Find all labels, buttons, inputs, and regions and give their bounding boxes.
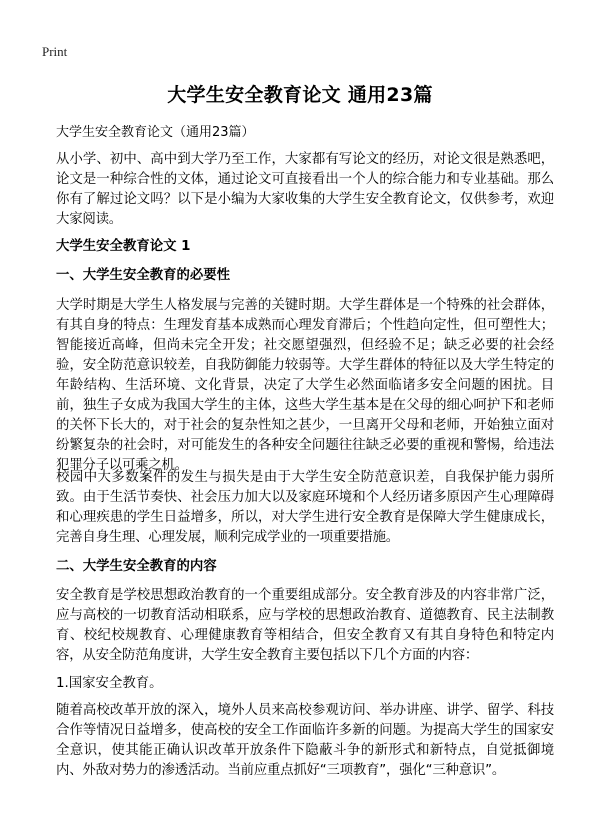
- essay-title: 大学生安全教育论文 1: [56, 239, 191, 254]
- item-national-security-label: 1.国家安全教育。: [56, 676, 163, 691]
- intro-paragraph: 从小学、初中、高中到大学乃至工作，大家都有写论文的经历，对论文很是熟悉吧，论文是一种综合性的文体，通过论文可直接看出一个人的综合能力和专业基础。那么你有了解过论文吗？以下是小编为大家收集的大学生安全教育论文，仅供参考，欢迎大家阅读。: [56, 152, 554, 227]
- section-heading-content: 二、大学生安全教育的内容: [56, 559, 217, 574]
- necessity-paragraph-1: 大学时期是大学生人格发展与完善的关键时期。大学生群体是一个特殊的社会群体，有其自身的特点：生理发育基本成熟而心理发育滞后；个性趋向定性，但可塑性大；智能接近高峰，但尚未完全开发；社交愿望强烈，但经验不足；缺乏必要的社会经验，安全防范意识较差，自我防御能力较弱等。大学生群体的特征以及大学生特定的年龄结构、生活环境、文化背景，决定了大学生必然面临诸多安全问题的困扰。目前，独生子女成为我国大学生的主体，这些大学生基本是在父母的细心呵护下和老师的关怀下长大的，对于社会的复杂性知之甚少，一旦离开父母和老师，开始独立面对纷繁复杂的社会时，对可能发生的各种安全问题往往缺乏必要的重视和警惕，给违法犯罪分子以可乘之机。: [56, 298, 554, 473]
- national-security-paragraph: 随着高校改革开放的深入，境外人员来高校参观访问、举办讲座、讲学、留学、科技合作等情况日益增多，使高校的安全工作面临许多新的问题。为提高大学生的国家安全意识，使其能正确认识改革开放条件下隐蔽斗争的新形式和新特点，自觉抵御境内、外敌对势力的渗透活动。当前应重点抓好“三项教育”，强化“三种意识”。: [56, 703, 554, 778]
- page-title: 大学生安全教育论文 通用23篇: [167, 84, 433, 106]
- print-link[interactable]: Print: [42, 44, 68, 59]
- content-paragraph: 安全教育是学校思想政治教育的一个重要组成部分。安全教育涉及的内容非常广泛，应与高校的一切教育活动相联系，应与学校的思想政治教育、道德教育、民主法制教育、校纪校规教育、心理健康教育等相结合，但安全教育又有其自身特色和特定内容，从安全防范角度讲，大学生安全教育主要包括以下几个方面的内容：: [56, 588, 554, 663]
- necessity-paragraph-2: 校园中大多数案件的发生与损失是由于大学生安全防范意识差，自我保护能力弱所致。由于生活节奏快、社会压力加大以及家庭环境和个人经历诸多原因产生心理障碍和心理疾患的学生日益增多，所以，对大学生进行安全教育是保障大学生健康成长，完善自身生理、心理发展，顺利完成学业的一项重要措施。: [56, 470, 554, 545]
- section-heading-necessity: 一、大学生安全教育的必要性: [56, 268, 231, 283]
- document-subtitle: 大学生安全教育论文（通用23篇）: [56, 125, 255, 140]
